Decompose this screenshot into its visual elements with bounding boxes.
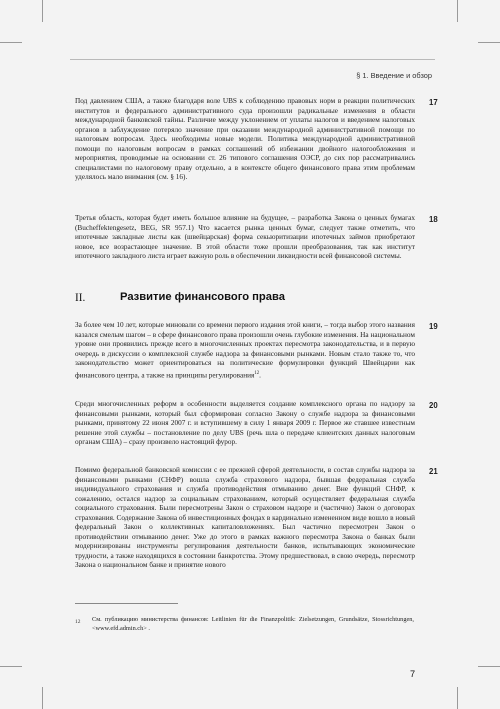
paragraph-body: За более чем 10 лет, которые миновали со времени первого издания этой книги, – тогда выбор этого названия казался смелым шагом – в сфере финансового права произошли очень глубокие изменения. На национальном уровне они проявились прежде всего в многочисленных проектах пересмотра законодательства, и в первую очередь в дискуссии о комплексной службе надзора за финансовыми рынками. Новым стало также то, что законодательство может ориентироваться на политические формулировки функций Швейцарии как финансового центра, а также на принципы регулирования [75, 321, 415, 380]
crop-mark-bottom-right [457, 687, 458, 709]
footnote-text: См. публикацию министерства финансов: Leitlinien für die Finanzpolitik: Zielsetzungen, Grundsätze, Stossrichtungen, <www.efd.admin.ch> . [92, 616, 414, 632]
margin-number: 18 [429, 215, 438, 224]
paragraph-text: Среди многочисленных реформ в особенности выделяется создание комплексного органа по надзору за финансовыми рынками, который был сформирован согласно Закону о службе надзора за финансовыми рынками, принятому 22 июня 2007 г. и вступившему в силу 1 января 2009 г. Первое же ставшее известным решение этой службы – постановление по делу UBS (речь шла о передаче клиентских данных налоговым органам США) – сразу произвело настоящий фурор. [75, 400, 415, 447]
footnote-rule [75, 603, 178, 604]
paragraph-text: Третья область, которая будет иметь большое влияние на будущее, – разработка Закона о ценных бумагах (Bucheffektengesetz, BEG, SR 957.1) Что касается рынка ценных бумаг, следует также отметить, что ипотечные закладные листы как (швейцарская) форма секьюритизации ипотечных займов приобретают новое, все возрастающее значение. В этой области тоже прошли преобразования, так как институт ипотечного закладного листа играет важную роль в обеспечении ликвидности всей финансовой системы. [75, 214, 415, 261]
crop-mark-top-right [457, 0, 458, 22]
crop-mark-top-left-h [0, 42, 22, 43]
margin-number: 20 [429, 401, 438, 410]
section-number: II. [75, 292, 86, 304]
crop-mark-bottom-left-h [0, 666, 22, 667]
paragraph-text: Под давлением США, а также благодаря воле UBS к соблюдению правовых норм в реакции политических институтов и федерального административного суда произошли радикальные изменения в области международной банковской тайны. Различие между уклонением от уплаты налогов и введением налоговых органов в заблуждение потеряло значение при оказании международной административной помощи по налоговым вопросам. Здесь необходимы новые модели. Политика международной административной помощи по налоговым вопросам в рамках соглашений об избежании двойного налогообложения и мероприятия, проводимые на основании ст. 26 типового соглашения ОЭСР, до сих пор рассматривались специалистами по налоговому праву отдельно, а в контексте общего финансового права этим проблемам уделялось мало внимания (см. § 16). [75, 97, 415, 182]
footnote-number: 12 [75, 619, 81, 625]
paragraph-text: Помимо федеральной банковской комиссии с ее прежней сферой деятельности, в состав службы надзора за финансовыми рынками (СНФР) вошла служба страхового надзора, бывшая федеральная служба индивидуального страхования и служба противодействия отмыванию денег. Вне функций СНФР, к сожалению, остался надзор за социальным страхованием, который осуществляет федеральная служба социального страхования. Были пересмотрены Закон о страховом надзоре и (частично) Закон о договорах страхования. Содержание Закона об инвестиционных фондах в кардинально измененном виде вошло в новый федеральный Закон о коллективных капиталовложениях. Был частично пересмотрен Закон о противодействии отмыванию денег. Уже до этого в рамках важного пересмотра Закона о банках были модернизированы инструменты регулирования деятельности банков, испытывающих экономические трудности, а также находящихся в состоянии банкротства. Этому предшествовал, в свою очередь, пересмотр Закона о национальном банке и принятие нового [75, 466, 415, 570]
crop-mark-bottom-left [42, 687, 43, 709]
margin-number: 21 [429, 467, 438, 476]
crop-mark-bottom-right-h [478, 666, 500, 667]
footnote-reference: 12 [254, 370, 260, 376]
header-rule [70, 59, 435, 60]
section-title: Развитие финансового права [120, 291, 285, 303]
page-number: 7 [410, 669, 416, 679]
crop-mark-top-left [42, 0, 43, 22]
margin-number: 19 [429, 322, 438, 331]
running-header: § 1. Введение и обзор [356, 71, 432, 80]
paragraph-text: За более чем 10 лет, которые миновали со времени первого издания этой книги, – тогда выбор этого названия казался смелым шагом – в сфере финансового права произошли очень глубокие изменения. На национальном уровне они проявились прежде всего в многочисленных проектах пересмотра законодательства, и в первую очередь в дискуссии о комплексной службе надзора за финансовыми рынками. Новым стало также то, что законодательство может ориентироваться на политические формулировки функций Швейцарии как финансового центра, а также на принципы регулирования$^{12}$. [75, 321, 415, 380]
crop-mark-top-right-h [478, 42, 500, 43]
margin-number: 17 [429, 98, 438, 107]
